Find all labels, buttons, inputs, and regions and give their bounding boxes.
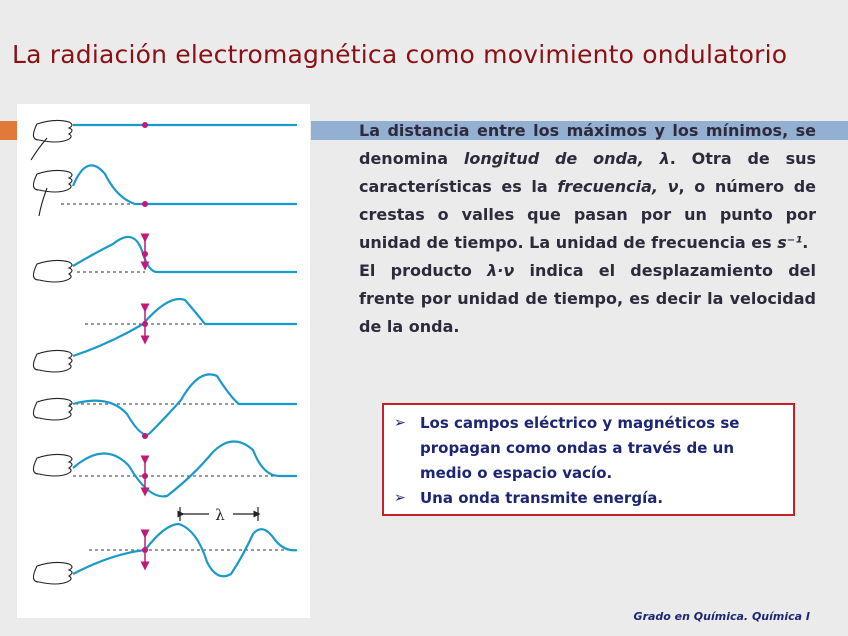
marker-point	[142, 433, 148, 439]
wave-diagram	[17, 104, 310, 618]
lambda-label: λ	[215, 506, 225, 524]
symbol-lambda-nu: λ·ν	[487, 261, 515, 280]
marker-point	[142, 122, 148, 128]
paragraph-wavelength: La distancia entre los máximos y los mínimos, se denomina longitud de onda, λ. Otra de sus características es la frecuencia, ν, o número de crestas o valles que pasan por un punto por unidad de tiempo. La unidad de frecuencia es s⁻¹.	[359, 121, 817, 252]
hand-icon	[33, 260, 72, 282]
callout-item: ➢ Una onda transmite energía.	[394, 486, 785, 511]
symbol-nu: ν	[658, 177, 679, 196]
symbol-lambda: λ	[643, 149, 670, 168]
hand-icon	[33, 398, 72, 420]
marker-point	[142, 201, 148, 207]
marker-point	[142, 473, 148, 479]
hand-icon	[33, 562, 72, 584]
wave-line-3	[73, 237, 297, 272]
wave-figure	[17, 104, 310, 618]
hand-icon	[33, 350, 72, 372]
hand-icon	[33, 170, 72, 216]
paragraph-velocity: El producto λ·ν indica el desplazamiento del frente por unidad de tiempo, es decir la velocidad de la onda.	[359, 261, 817, 336]
callout-item: ➢ Los campos eléctrico y magnéticos se propagan como ondas a través de un medio o espacio vacío.	[394, 411, 785, 486]
accent-bar	[0, 121, 17, 140]
explanation-text	[359, 117, 816, 341]
marker-point	[142, 321, 148, 327]
arrow-bullet-icon: ➢	[394, 415, 406, 431]
callout-box	[382, 403, 795, 516]
wave-line-4	[73, 299, 297, 356]
term-frequency: frecuencia,	[557, 177, 659, 196]
marker-point	[142, 251, 148, 257]
term-wavelength: longitud de onda,	[463, 149, 644, 168]
arrow-bullet-icon: ➢	[394, 490, 406, 506]
footer-course: Grado en Química. Química I	[633, 610, 810, 623]
hand-icon	[31, 120, 72, 160]
wave-line-2	[73, 165, 297, 204]
marker-point	[142, 547, 148, 553]
wave-line-6	[73, 441, 297, 496]
slide-title: La radiación electromagnética como movimiento ondulatorio	[12, 40, 788, 69]
hand-icon	[33, 454, 72, 476]
unit-frequency: s⁻¹	[777, 233, 803, 252]
